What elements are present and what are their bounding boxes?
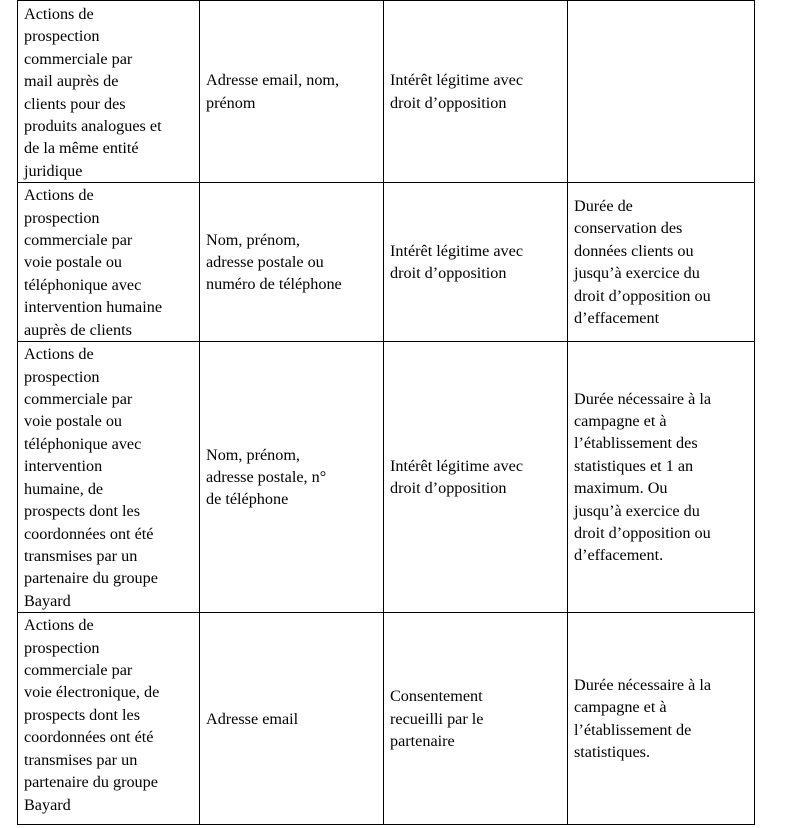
purpose-text: Actions de prospection commerciale par voie postale ou téléphonique avec intervention humaine, de prospects dont les coordonnées ont été transmises par un partenaire du groupe Bayard — [24, 345, 158, 610]
data-text: Nom, prénom, adresse postale, n° de téléphone — [206, 445, 327, 509]
legal-basis-cell — [384, 1, 568, 183]
legal-basis-text: Intérêt légitime avec droit d’opposition — [390, 456, 524, 498]
retention-text: Durée nécessaire à la campagne et à l’établissement de statistiques. — [574, 675, 712, 762]
legal-basis-cell — [384, 183, 568, 342]
table-row — [18, 183, 755, 342]
table-row — [18, 342, 755, 613]
data-cell — [200, 613, 384, 825]
retention-cell — [568, 613, 755, 825]
purpose-text: Actions de prospection commerciale par voie électronique, de prospects dont les coordonnées ont été transmises par un partenaire du groupe Bayard — [24, 616, 160, 814]
table-row — [18, 613, 755, 825]
table-row — [18, 1, 755, 183]
purpose-cell — [18, 183, 200, 342]
legal-basis-cell — [384, 342, 568, 613]
purpose-text: Actions de prospection commerciale par voie postale ou téléphonique avec intervention humaine auprès de clients — [24, 186, 163, 339]
retention-cell — [568, 342, 755, 613]
legal-basis-text: Intérêt légitime avec droit d’opposition — [390, 241, 524, 283]
purpose-cell — [18, 342, 200, 613]
data-text: Adresse email, nom, prénom — [206, 71, 340, 112]
legal-basis-text: Consentement recueilli par le partenaire — [390, 687, 484, 750]
data-text: Nom, prénom, adresse postale ou numéro de téléphone — [206, 230, 342, 294]
data-cell — [200, 183, 384, 342]
retention-text: Durée nécessaire à la campagne et à l’établissement des statistiques et 1 an maximum. Ou jusqu’à exercice du droit d’opposition ou d’effacement. — [574, 389, 712, 565]
purpose-text: Actions de prospection commerciale par mail auprès de clients pour des produits analogues et de la même entité juridique — [24, 5, 162, 180]
retention-cell — [568, 1, 755, 183]
retention-text: Durée de conservation des données clients ou jusqu’à exercice du droit d’opposition ou d’effacement — [574, 197, 711, 328]
purpose-cell — [18, 1, 200, 183]
data-text: Adresse email — [206, 709, 299, 728]
legal-basis-cell — [384, 613, 568, 825]
processing-table — [17, 0, 755, 825]
data-cell — [200, 1, 384, 183]
legal-basis-text: Intérêt légitime avec droit d’opposition — [390, 71, 524, 112]
purpose-cell — [18, 613, 200, 825]
data-cell — [200, 342, 384, 613]
retention-cell — [568, 183, 755, 342]
